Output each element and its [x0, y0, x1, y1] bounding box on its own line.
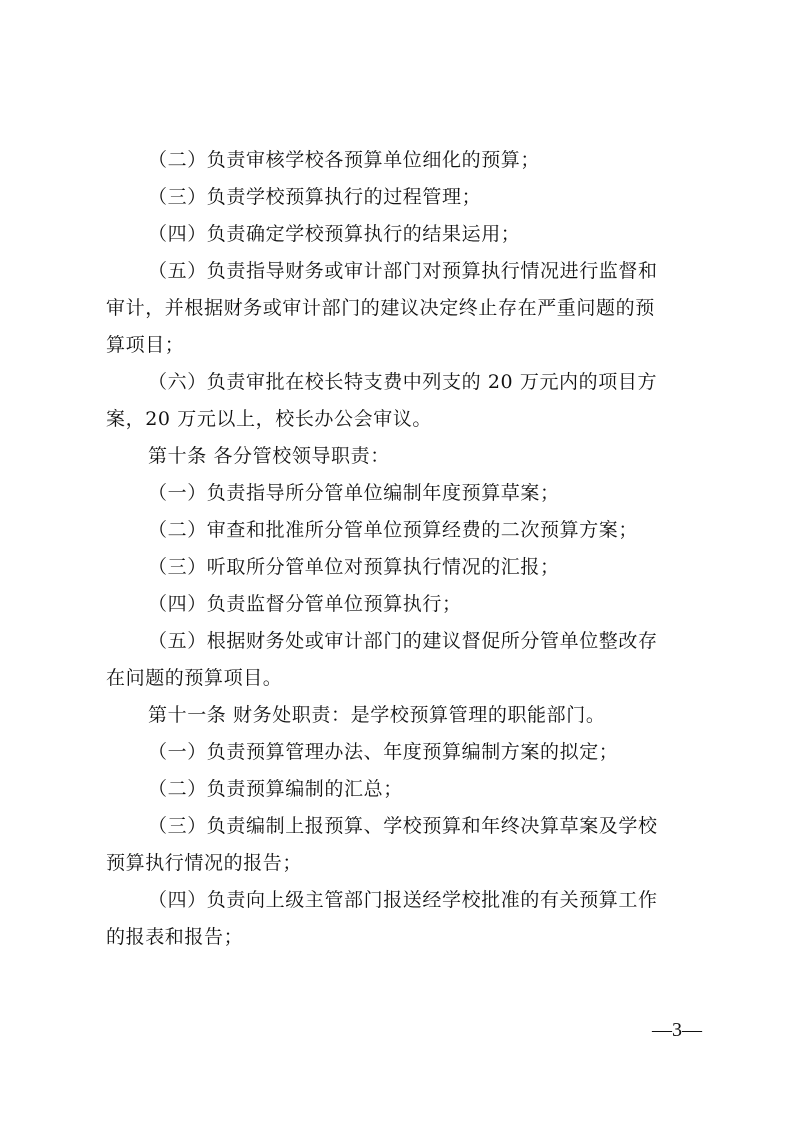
- clause-line-5: 审计，并根据财务或审计部门的建议决定终止存在严重问题的预: [106, 297, 655, 319]
- clause-line-6: 算项目；: [106, 334, 185, 356]
- clause-line-18: （二）负责预算编制的汇总；: [148, 778, 403, 800]
- clause-line-10: （一）负责指导所分管单位编制年度预算草案；: [148, 482, 560, 504]
- clause-line-21: （四）负责向上级主管部门报送经学校批准的有关预算工作: [148, 889, 658, 911]
- document-body: [106, 142, 698, 956]
- clause-line-15: 在问题的预算项目。: [106, 667, 283, 689]
- clause-line-12: （三）听取所分管单位对预算执行情况的汇报；: [148, 556, 560, 578]
- clause-line-19: （三）负责编制上报预算、学校预算和年终决算草案及学校: [148, 815, 658, 837]
- clause-line-2: （三）负责学校预算执行的过程管理；: [148, 186, 482, 208]
- clause-line-14: （五）根据财务处或审计部门的建议督促所分管单位整改存: [148, 630, 658, 652]
- clause-line-17: （一）负责预算管理办法、年度预算编制方案的拟定；: [148, 741, 619, 763]
- clause-line-8: 案，20 万元以上，校长办公会审议。: [106, 408, 433, 430]
- clause-line-11: （二）审查和批准所分管单位预算经费的二次预算方案；: [148, 519, 639, 541]
- clause-line-13: （四）负责监督分管单位预算执行；: [148, 593, 462, 615]
- clause-line-1: （二）负责审核学校各预算单位细化的预算；: [148, 149, 541, 171]
- article-eleven-heading: 第十一条 财务处职责：是学校预算管理的职能部门。: [148, 704, 606, 726]
- clause-line-22: 的报表和报告；: [106, 926, 244, 948]
- clause-line-20: 预算执行情况的报告；: [106, 852, 303, 874]
- clause-line-7: （六）负责审批在校长特支费中列支的 20 万元内的项目方: [148, 371, 658, 393]
- clause-line-4: （五）负责指导财务或审计部门对预算执行情况进行监督和: [148, 260, 658, 282]
- page-number: —3—: [652, 1019, 702, 1041]
- article-ten-heading: 第十条 各分管校领导职责：: [148, 445, 390, 467]
- clause-line-3: （四）负责确定学校预算执行的结果运用；: [148, 223, 521, 245]
